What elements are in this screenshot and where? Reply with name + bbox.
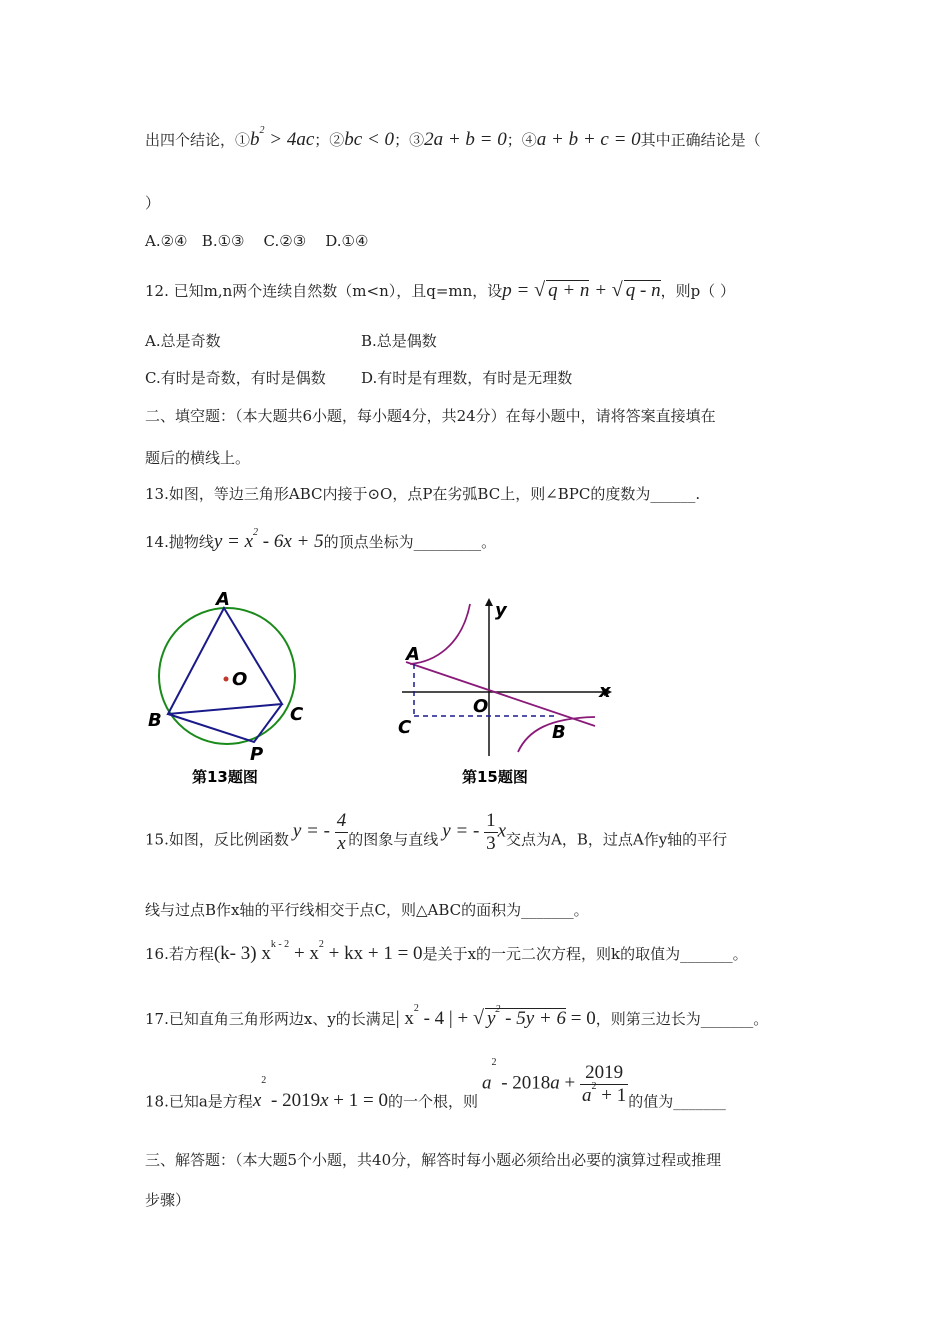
figure-15	[390, 590, 620, 790]
q16-text	[145, 939, 748, 964]
q16-suffix: 是关于x的一元二次方程，则k的取值为_______。	[422, 945, 748, 963]
section2-heading: 二、填空题：（本大题共6小题，每小题4分，共24分）在每小题中，请将答案直接填在	[145, 407, 716, 425]
q17-text	[145, 1003, 769, 1029]
q16-formula: (k- 3) $x^{k - 2} + x^2$ + kx + 1 = 0	[213, 939, 423, 964]
q11-sep3: ；④	[506, 131, 537, 149]
q12-option-a: A.总是奇数	[145, 332, 221, 350]
label-y: y	[495, 600, 507, 621]
q14-prefix: 14.抛物线	[145, 533, 214, 551]
q12-suffix: ，则p（ ）	[660, 282, 735, 300]
label-p: P	[250, 744, 264, 765]
q18-text	[145, 1057, 726, 1112]
q15-formula-1: y = - $\frac{4}{x}$	[292, 810, 347, 854]
q15-suffix: 交点为A，B，过点A作y轴的平行	[506, 830, 728, 849]
q17-prefix: 17.已知直角三角形两边x、y的长满足	[145, 1010, 396, 1028]
q11-c2: bc < 0	[344, 129, 395, 150]
q18-prefix: 18.已知a是方程	[145, 1092, 253, 1111]
q17-suffix: ，则第三边长为_______。	[595, 1010, 769, 1028]
q11-close-paren: ）	[145, 194, 161, 212]
q11-sep2: ；③	[394, 131, 425, 149]
q15-prefix: 15.如图，反比例函数	[145, 830, 289, 849]
q15-text	[145, 810, 727, 855]
q13-text: 13.如图，等边三角形ABC内接于⊙O，点P在劣弧BC上，则∠BPC的度数为______.	[145, 485, 701, 503]
q12-option-c: C.有时是奇数，有时是偶数	[145, 369, 326, 387]
q15-formula-2: y = - $\frac{1}{3}$ x	[442, 810, 506, 854]
q12-formula: p = √ q + n + √ q - n	[502, 279, 661, 301]
label-b: B	[552, 722, 566, 743]
q11-suffix: 其中正确结论是（	[640, 131, 761, 149]
section2-heading-cont: 题后的横线上。	[145, 449, 251, 467]
q11-options: A.②④ B.①③ C.②③ D.①④	[145, 232, 369, 250]
q11-c3: 2a + b = 0	[424, 129, 507, 150]
figure-13	[140, 580, 320, 790]
q11-c4: a + b + c = 0	[536, 129, 641, 150]
section3-heading-cont: 步骤）	[145, 1191, 191, 1209]
label-c: C	[290, 704, 304, 725]
q18-formula-1: $x^2 - 2019x + 1 = 0$	[252, 1075, 388, 1112]
q11-c1: $b^2 > 4ac$	[250, 125, 315, 150]
q18-suffix: 的值为_______	[628, 1092, 726, 1111]
figure-15-caption: 第15题图	[462, 768, 528, 786]
label-x: x	[599, 681, 611, 702]
label-b: B	[148, 710, 162, 731]
q18-mid: 的一个根，则	[387, 1092, 478, 1111]
q11-conclusions-line	[145, 125, 761, 150]
label-o: O	[473, 696, 489, 717]
q14-text	[145, 527, 497, 552]
circumcircle	[159, 608, 295, 744]
equilateral-triangle	[168, 608, 282, 714]
label-c: C	[398, 717, 412, 738]
section3-heading: 三、解答题：（本大题5个小题，共40分，解答时每小题必须给出必要的演算过程或推理	[145, 1151, 722, 1169]
q11-sep1: ；②	[314, 131, 345, 149]
q16-prefix: 16.若方程	[145, 945, 214, 963]
q15-text-cont: 线与过点B作x轴的平行线相交于点C，则△ABC的面积为_______。	[145, 901, 589, 919]
y-axis-arrow	[485, 598, 493, 606]
q12-option-d: D.有时是有理数，有时是无理数	[361, 369, 573, 387]
figure-13-caption: 第13题图	[192, 768, 258, 786]
center-point	[224, 677, 229, 682]
q14-formula: $y = x^2 - 6x + 5$	[213, 527, 324, 552]
q18-formula-2: $a^2 - 2018a$ + $\frac{2019}{a^2 + 1}$	[481, 1057, 627, 1106]
q12-option-b: B.总是偶数	[361, 332, 437, 350]
label-a: A	[406, 644, 420, 665]
label-o: O	[232, 669, 248, 690]
q12-prefix: 12. 已知m,n两个连续自然数（m<n），且q=mn，设	[145, 282, 503, 300]
q15-mid: 的图象与直线	[348, 830, 439, 849]
label-a: A	[216, 589, 230, 610]
q17-formula: | $x^2 - 4$ | + √ $y^2 - 5y + 6 = 0$	[395, 1003, 596, 1029]
q14-suffix: 的顶点坐标为_________。	[323, 533, 497, 551]
q11-prefix: 出四个结论，①	[145, 131, 251, 149]
q12-stem	[145, 280, 735, 300]
